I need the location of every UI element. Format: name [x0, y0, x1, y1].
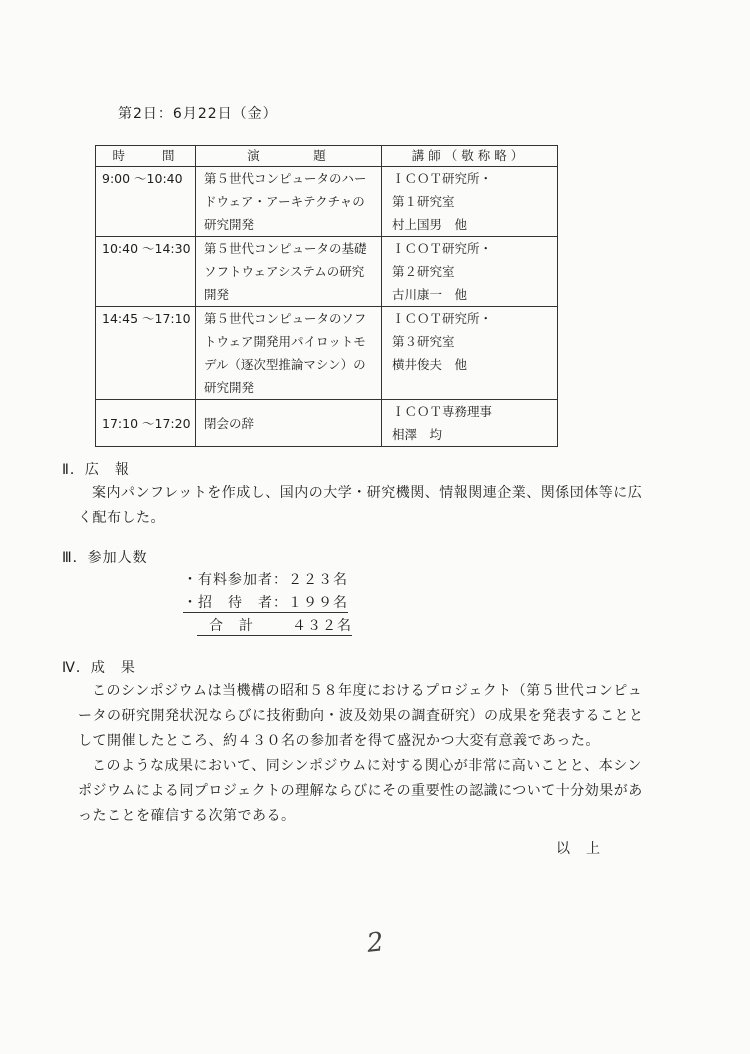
section-4-line-3: して開催したところ、約４３０名の参加者を得て盛況かつ大変有意義であった。	[78, 733, 600, 749]
section-4-line-2: ータの研究開発状況ならびに技術動向・波及効果の調査研究）の成果を発表することと	[78, 708, 644, 724]
row-time: 10:40 ～14:30	[96, 237, 196, 307]
row-title: 閉会の辞	[196, 400, 382, 447]
header-time: 時 間	[96, 146, 196, 167]
table-row	[96, 237, 558, 307]
section-2-line-1: 案内パンフレットを作成し、国内の大学・研究機関、情報関連企業、関係団体等に広	[92, 485, 643, 501]
row-title: 第５世代コンピュータのソフ トウェア開発用パイロットモ デル（逐次型推論マシン）の 研究開発	[196, 307, 382, 400]
row-time: 17:10 ～17:20	[96, 400, 196, 447]
total-participants	[197, 615, 352, 636]
table-header-row	[96, 146, 558, 167]
row-time: 14:45 ～17:10	[96, 307, 196, 400]
total-value: ４３２名	[292, 618, 352, 634]
section-4-line-4: このような成果において、同シンポジウムに対する関心が非常に高いことと、本シン	[92, 758, 642, 774]
row-speaker: ＩＣＯＴ研究所・ 第１研究室 村上国男 他	[382, 167, 558, 237]
invited-participants	[183, 592, 348, 613]
header-title: 演 題	[196, 146, 382, 167]
row-title: 第５世代コンピュータの基礎 ソフトウェアシステムの研究 開発	[196, 237, 382, 307]
day-header: 第2日：6月22日（金）	[118, 106, 278, 122]
section-4-line-1: このシンポジウムは当機構の昭和５８年度におけるプロジェクト（第５世代コンピュ	[92, 683, 643, 699]
table-row	[96, 167, 558, 237]
section-4-heading: Ⅳ．成 果	[62, 660, 136, 676]
section-4-line-5: ポジウムによる同プロジェクトの理解ならびにその重要性の認識について十分効果があ	[78, 783, 643, 799]
schedule-table	[95, 145, 558, 447]
row-time: 9:00 ～10:40	[96, 167, 196, 237]
table-row	[96, 400, 558, 447]
row-title: 第５世代コンピュータのハー ドウェア・アーキテクチャの 研究開発	[196, 167, 382, 237]
section-2-line-2: く配布した。	[78, 510, 165, 526]
row-speaker: ＩＣＯＴ専務理事 相澤 均	[382, 400, 558, 447]
page-number: 2	[365, 927, 386, 959]
section-3-heading: Ⅲ．参加人数	[62, 550, 148, 566]
row-speaker: ＩＣＯＴ研究所・ 第２研究室 古川康一 他	[382, 237, 558, 307]
invited-participants-text: ・招 待 者：１９９名	[183, 592, 348, 613]
total-label: 合 計	[209, 618, 254, 634]
section-2-heading: Ⅱ．広 報	[62, 462, 130, 478]
row-speaker: ＩＣＯＴ研究所・ 第３研究室 横井俊夫 他	[382, 307, 558, 400]
closing-remark: 以 上	[556, 841, 601, 857]
paid-participants: ・有料参加者：２２３名	[183, 572, 348, 588]
table-row	[96, 307, 558, 400]
section-4-line-6: ったことを確信する次第である。	[78, 808, 296, 824]
header-speaker: 講師（敬称略）	[382, 146, 558, 167]
